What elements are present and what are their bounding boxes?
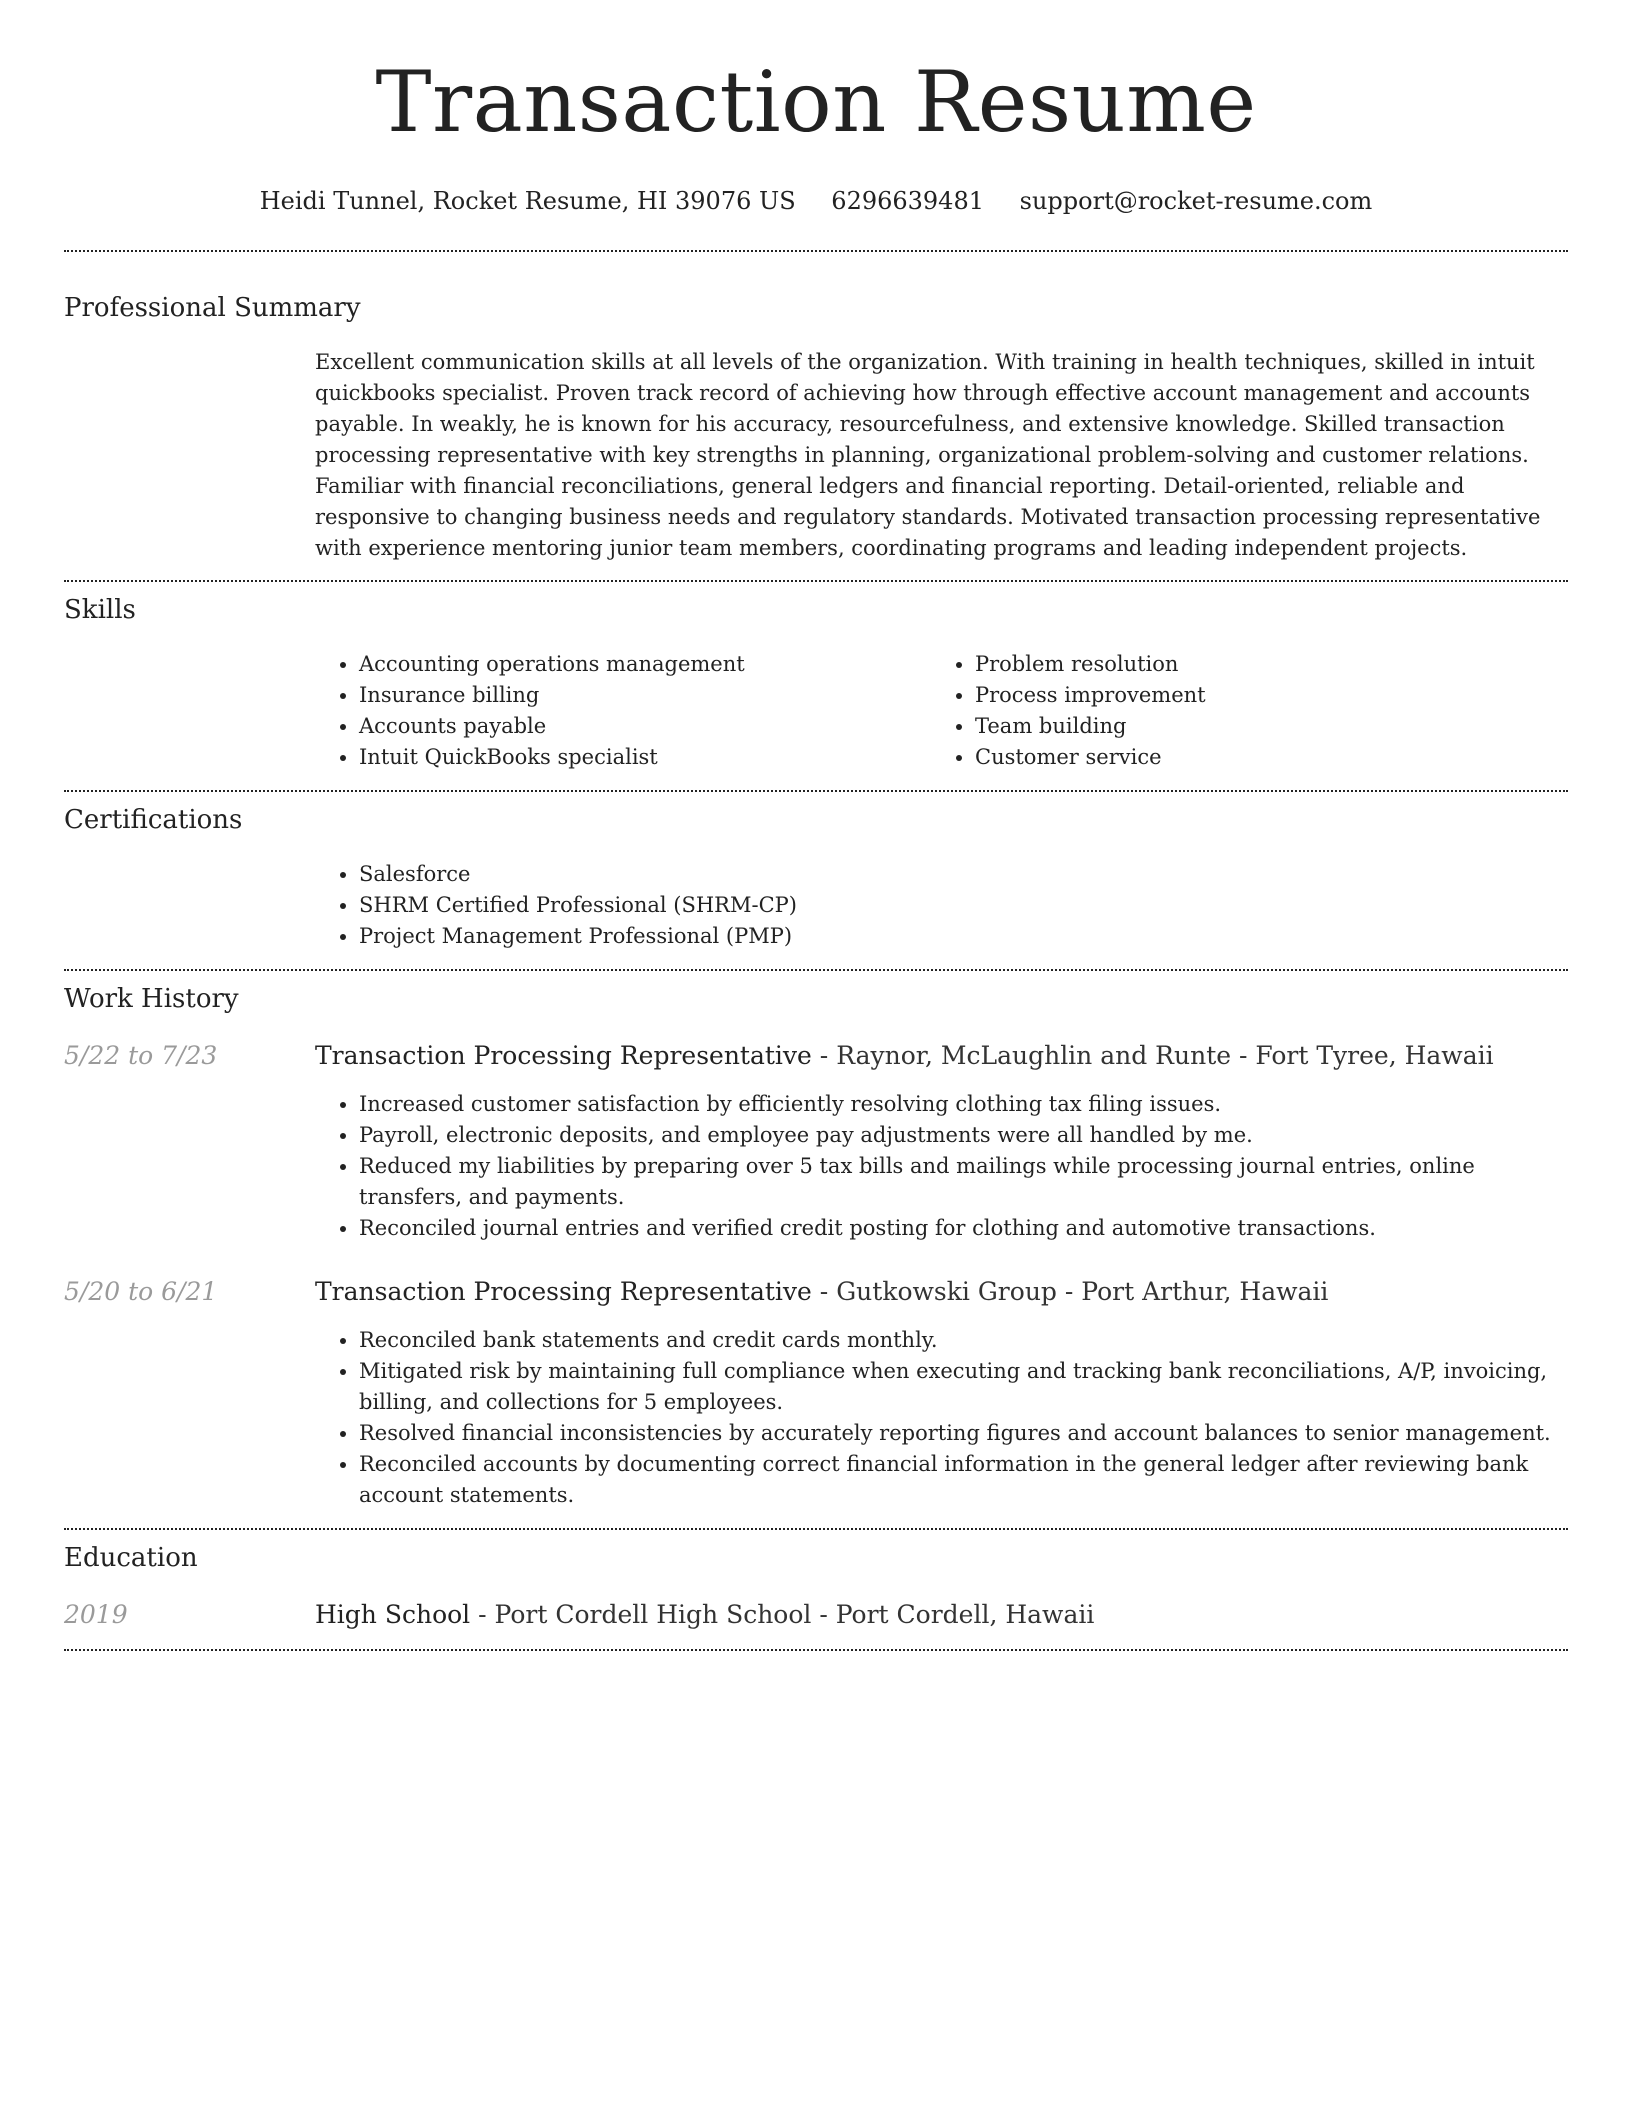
job-dates: 5/22 to 7/23 xyxy=(64,1041,218,1070)
education-section xyxy=(64,1530,1568,1649)
job-organization: Raynor, McLaughlin and Runte - Fort Tyree, Hawaii xyxy=(836,1041,1494,1070)
section-heading-summary: Professional Summary xyxy=(64,293,361,323)
skill-item: • Customer service xyxy=(975,742,1547,773)
separator: - xyxy=(819,1277,829,1306)
certifications-list xyxy=(315,859,1568,952)
separator: - xyxy=(819,1041,829,1070)
education-school: Port Cordell High School - Port Cordell, Hawaii xyxy=(494,1600,1095,1629)
job-bullet: • Reconciled journal entries and verified credit posting for clothing and automotive transactions. xyxy=(359,1213,1568,1244)
job-dates: 5/20 to 6/21 xyxy=(64,1277,218,1306)
skills-list-right xyxy=(931,649,1547,773)
education-entry xyxy=(64,1599,1568,1631)
certification-item: • SHRM Certified Professional (SHRM-CP) xyxy=(359,890,1568,921)
job-bullet: • Increased customer satisfaction by efficiently resolving clothing tax filing issues. xyxy=(359,1089,1568,1120)
job-role: Transaction Processing Representative xyxy=(315,1041,812,1070)
certifications-section xyxy=(64,792,1568,969)
education-year: 2019 xyxy=(64,1600,128,1629)
job-heading xyxy=(315,1276,1568,1308)
section-heading-certifications: Certifications xyxy=(64,805,243,835)
skill-item: • Problem resolution xyxy=(975,649,1547,680)
work-history-section xyxy=(64,971,1568,1528)
divider xyxy=(64,1649,1568,1651)
contact-address: Heidi Tunnel, Rocket Resume, HI 39076 US xyxy=(259,187,796,215)
education-degree: High School xyxy=(315,1600,471,1629)
resume-title: Transaction Resume xyxy=(375,53,1257,151)
job-bullet: • Reconciled bank statements and credit cards monthly. xyxy=(359,1325,1568,1356)
job-entry xyxy=(64,1040,1568,1244)
skill-item: • Process improvement xyxy=(975,680,1547,711)
section-heading-skills: Skills xyxy=(64,595,136,625)
skill-item: • Insurance billing xyxy=(359,680,931,711)
section-heading-work-history: Work History xyxy=(64,984,239,1014)
job-bullet: • Payroll, electronic deposits, and employee pay adjustments were all handled by me. xyxy=(359,1120,1568,1151)
summary-section xyxy=(64,252,1568,580)
contact-email: support@rocket-resume.com xyxy=(1019,187,1373,215)
job-bullets xyxy=(315,1089,1568,1244)
job-bullet: • Resolved financial inconsistencies by accurately reporting figures and account balances to senior management. xyxy=(359,1418,1568,1449)
job-heading xyxy=(315,1040,1568,1072)
skill-item: • Team building xyxy=(975,711,1547,742)
education-heading xyxy=(315,1599,1568,1631)
job-bullet: • Reduced my liabilities by preparing over 5 tax bills and mailings while processing journal entries, online transfers, and payments. xyxy=(359,1151,1568,1213)
skill-item: • Accounts payable xyxy=(359,711,931,742)
contact-line xyxy=(64,186,1568,216)
skills-list-left xyxy=(315,649,931,773)
contact-phone: 6296639481 xyxy=(831,187,984,215)
job-entry xyxy=(64,1276,1568,1511)
job-bullets xyxy=(315,1325,1568,1511)
summary-text: Excellent communication skills at all levels of the organization. With training in health techniques, skilled in intuit quickbooks specialist. Proven track record of achieving how through effective account management and accounts payable. In weakly, he is known for his accuracy, resourcefulness, and extensive knowledge. Skilled transaction processing representative with key strengths in planning, organizational problem-solving and customer relations. Familiar with financial reconciliations, general ledgers and financial reporting. Detail-oriented, reliable and responsive to changing business needs and regulatory standards. Motivated transaction processing representative with experience mentoring junior team members, coordinating programs and leading independent projects. xyxy=(315,350,1541,560)
skill-item: • Accounting operations management xyxy=(359,649,931,680)
skill-item: • Intuit QuickBooks specialist xyxy=(359,742,931,773)
job-role: Transaction Processing Representative xyxy=(315,1277,812,1306)
job-bullet: • Mitigated risk by maintaining full compliance when executing and tracking bank reconciliations, A/P, invoicing, billing, and collections for 5 employees. xyxy=(359,1356,1568,1418)
separator: - xyxy=(478,1600,487,1629)
skills-section xyxy=(64,582,1568,790)
section-heading-education: Education xyxy=(64,1543,198,1573)
certification-item: • Project Management Professional (PMP) xyxy=(359,921,1568,952)
certification-item: • Salesforce xyxy=(359,859,1568,890)
job-bullet: • Reconciled accounts by documenting correct financial information in the general ledger after reviewing bank account statements. xyxy=(359,1449,1568,1511)
job-organization: Gutkowski Group - Port Arthur, Hawaii xyxy=(836,1277,1329,1306)
